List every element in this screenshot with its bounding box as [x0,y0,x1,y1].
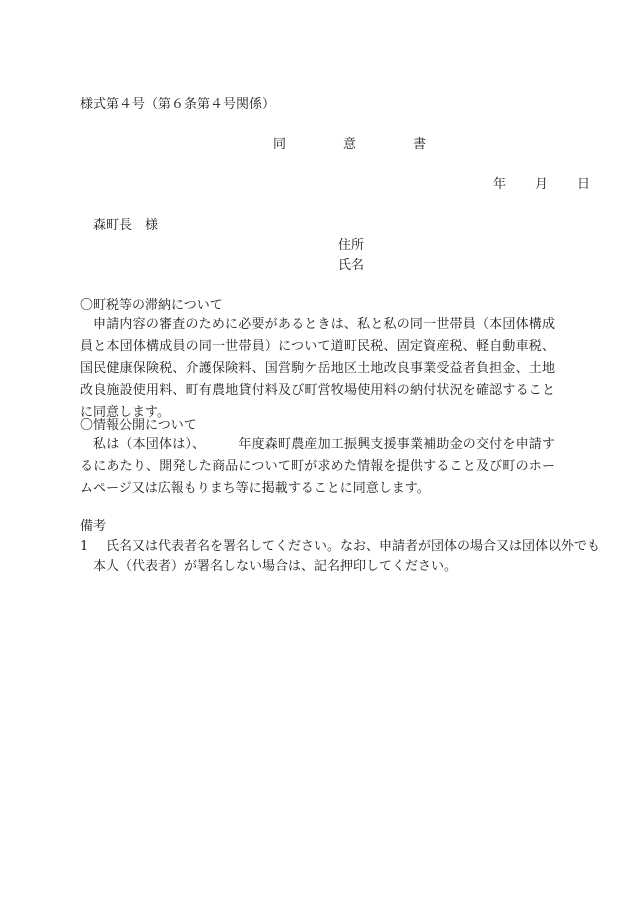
form-number: 様式第４号（第６条第４号関係） [80,97,276,112]
remarks-item-line2: 本人（代表者）が署名しない場合は、記名押印してください。 [93,559,458,574]
disclosure-section-heading: 〇情報公開について [80,418,197,433]
remarks-heading: 備考 [80,519,107,534]
remarks-item-line1: 氏名又は代表者名を署名してください。なお、申請者が団体の場合又は団体以外でも [106,539,601,554]
tax-section-body: 申請内容の審査のために必要があるときは、私と私の同一世帯員（本団体構成員と本団体構成員の同一世帯員）について道町民税、固定資産税、軽自動車税、国民健康保険税、介護保険料、国営駒ケ岳地区土地改良事業受益者負担金、土地改良施設使用料、町有農地貸付料及び町営牧場使用料の納付状況を確認することに同意します。 [80,317,555,420]
addressee: 森町長 様 [93,218,159,233]
date-line: 年 月 日 [493,177,599,192]
name-label: 氏名 [338,258,365,273]
tax-section-heading: 〇町税等の滞納について [80,298,223,313]
document-title: 同 意 書 [273,137,449,152]
remarks-item-number: 1 [80,539,89,554]
disclosure-section-body: 私は（本団体は）、 年度森町農産加工振興支援事業補助金の交付を申請するにあたり、開発した商品について町が求めた情報を提供すること及び町のホームページ又は広報もりまち等に掲載することに同意します。 [80,437,555,496]
address-label: 住所 [338,238,365,253]
